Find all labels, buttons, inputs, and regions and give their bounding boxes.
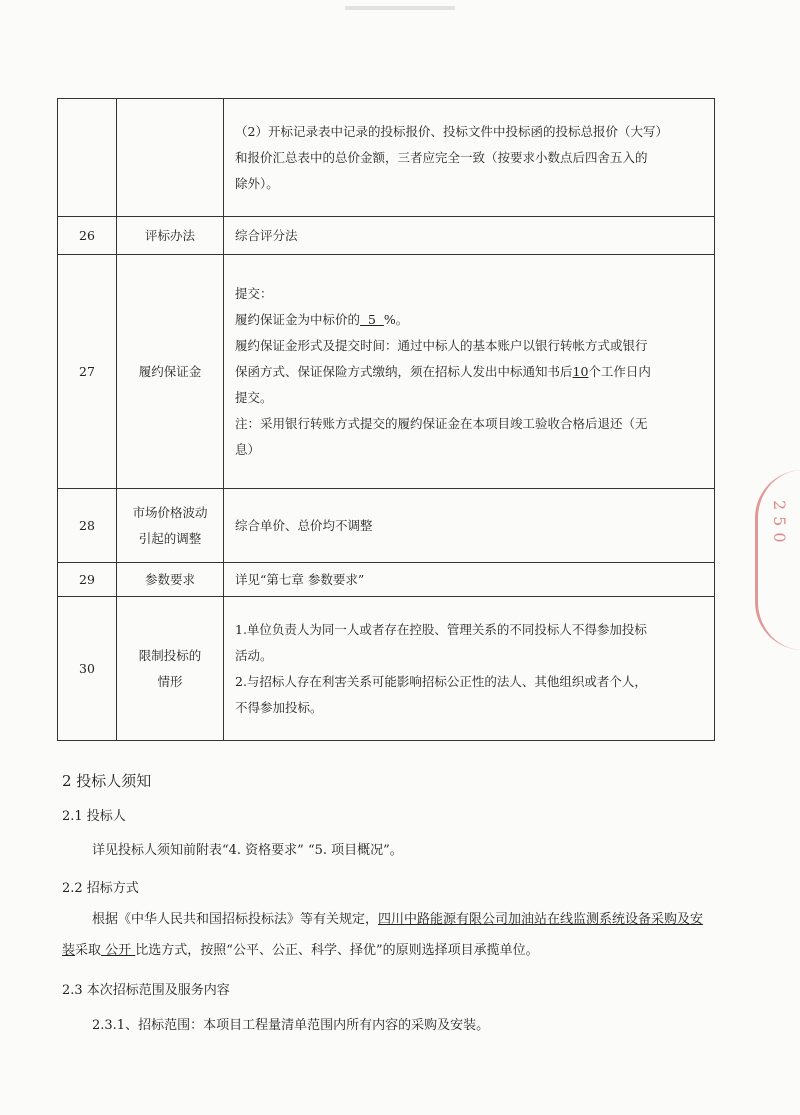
bond-percent-value: 5: [360, 311, 384, 327]
text-fragment: 保函方式、保证保险方式缴纳，须在招标人发出中标通知书后: [235, 363, 573, 379]
row-content-cell: [224, 99, 715, 217]
item-line: 情形: [157, 673, 183, 689]
row-number-cell: [58, 99, 117, 217]
row-number-cell: 29: [58, 563, 117, 597]
row-content-cell: 综合评分法: [224, 217, 715, 255]
row-item-cell: 参数要求: [117, 563, 224, 597]
row-item-cell: 履约保证金: [117, 255, 224, 489]
row-item-cell: [117, 489, 224, 563]
seal-stamp: [755, 470, 800, 650]
content-line: 息）: [235, 441, 261, 457]
row-number-cell: 28: [58, 489, 117, 563]
row-item-cell: [117, 597, 224, 741]
row-content-cell: [224, 255, 715, 489]
content-line: 2.与招标人存在利害关系可能影响招标公正性的法人、其他组织或者个人，: [235, 673, 647, 689]
text-fragment: 履约保证金为中标价的: [235, 311, 361, 327]
section-heading: 2 投标人须知: [62, 772, 152, 790]
text-fragment: 个工作日内: [588, 363, 651, 379]
content-line: [235, 359, 706, 385]
content-line: （2）开标记录表中记录的投标报价、投标文件中投标函的投标总报价（大写）: [235, 123, 668, 139]
text-fragment: %。: [383, 311, 409, 327]
paragraph: 详见投标人须知前附表“4. 资格要求” “5. 项目概况”。: [92, 843, 403, 858]
content-line: 履约保证金形式及提交时间：通过中标人的基本账户以银行转帐方式或银行: [235, 337, 648, 353]
row-number-cell: 26: [58, 217, 117, 255]
item-line: 市场价格波动: [132, 504, 208, 520]
content-line: 注：采用银行转账方式提交的履约保证金在本项目竣工验收合格后退还（无: [235, 415, 648, 431]
content-line: 提交：: [235, 285, 273, 301]
text-fragment: 根据《中华人民共和国招标投标法》等有关规定，: [92, 912, 379, 927]
row-number-cell: 27: [58, 255, 117, 489]
project-name: 购及安装: [62, 912, 704, 958]
seal-stamp-number: 250: [770, 500, 789, 549]
item-line: 限制投标的: [138, 647, 202, 663]
item-line: 引起的调整: [138, 530, 202, 546]
subsection-heading: 2.3 本次招标范围及服务内容: [62, 983, 230, 998]
row-content-cell: 综合单价、总价均不调整: [224, 489, 715, 563]
row-item-cell: 评标办法: [117, 217, 224, 255]
table-row: [58, 255, 715, 489]
content-line: 除外）。: [235, 175, 279, 191]
content-line: 1.单位负责人为同一人或者存在控股、管理关系的不同投标人不得参加投标: [235, 621, 647, 637]
work-days-value: 10: [572, 363, 589, 379]
subsection-heading: 2.2 招标方式: [62, 881, 139, 896]
content-line: 不得参加投标。: [235, 699, 323, 715]
bid-info-table: [57, 98, 715, 741]
table-row: [58, 563, 715, 597]
row-number-cell: 30: [58, 597, 117, 741]
table-row: [58, 597, 715, 741]
content-line: 活动。: [235, 647, 273, 663]
table-row: [58, 217, 715, 255]
subsection-heading: 2.1 投标人: [62, 809, 126, 824]
text-fragment: 比选方式，按照“公平、公正、科学、择优”的原则选择项目承揽单位。: [135, 943, 539, 958]
paragraph: [62, 904, 712, 966]
paragraph: 2.3.1、招标范围：本项目工程量清单范围内所有内容的采购及安装。: [92, 1018, 490, 1033]
table-row: [58, 99, 715, 217]
row-item-cell: [117, 99, 224, 217]
text-fragment: 采取: [75, 943, 102, 958]
row-content-cell: 详见“第七章 参数要求”: [224, 563, 715, 597]
content-line: 提交。: [235, 389, 273, 405]
content-line: [235, 307, 706, 333]
content-line: 和报价汇总表中的总价金额，三者应完全一致（按要求小数点后四舍五入的: [235, 149, 648, 165]
bidding-method: 公开: [101, 943, 136, 958]
row-content-cell: [224, 597, 715, 741]
scan-header-mark: [345, 6, 455, 10]
project-name: 四川中路能源有限公司加油站在线监测系统设备采: [378, 912, 665, 927]
table-row: [58, 489, 715, 563]
